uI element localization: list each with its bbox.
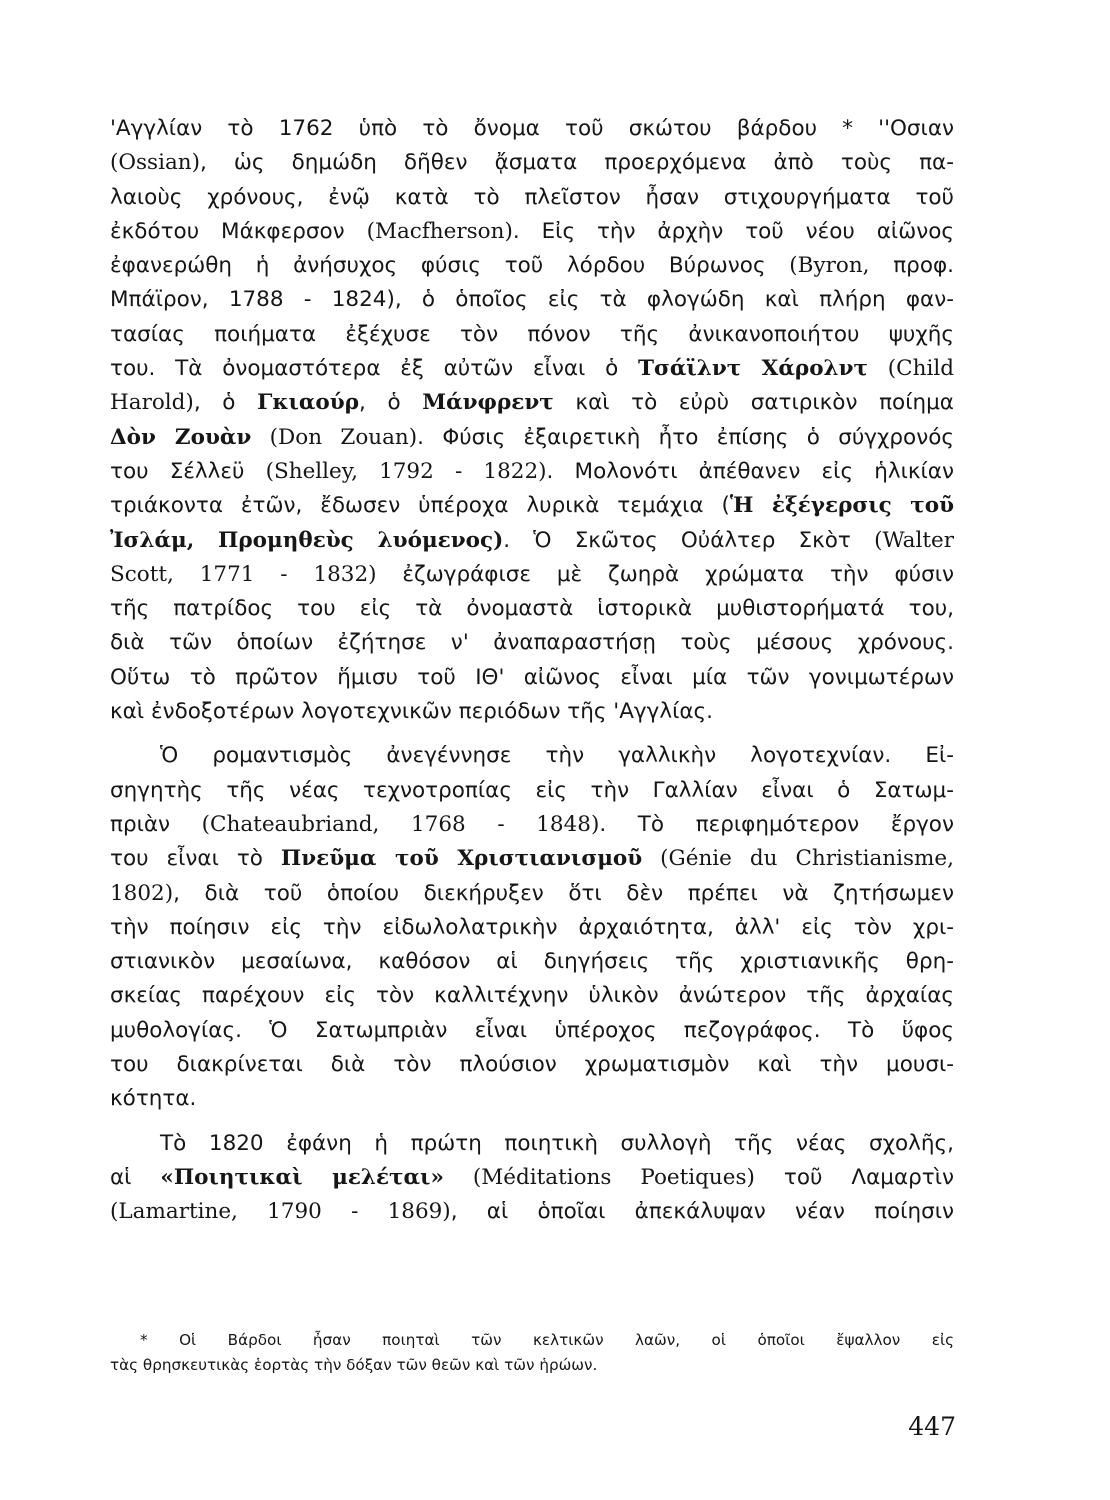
- page-number: 447: [908, 1412, 956, 1441]
- text-line: σηγητὴς τῆς νέας τεχνοτροπίας εἰς τὴν Γαλλίαν εἶναι ὁ Σατωμ-: [110, 777, 954, 803]
- text-line: 'Αγγλίαν τὸ 1762 ὑπὸ τὸ ὄνομα τοῦ σκώτου βάρδου * ''Οσιαν: [110, 116, 954, 141]
- text-line: τὴν ποίησιν εἰς τὴν εἰδωλολατρικὴν ἀρχαιότητα, ἀλλ' εἰς τὸν χρι-: [110, 914, 954, 940]
- text-line: (Lamartine, 1790 - 1869), αἱ ὁποῖαι ἀπεκάλυψαν νέαν ποίησιν: [110, 1199, 954, 1225]
- text-line: Scott, 1771 - 1832) ἐζωγράφισε μὲ ζωηρὰ χρώματα τὴν φύσιν: [110, 561, 954, 587]
- text-line: ἐκδότου Μάκφερσον (Macfherson). Εἰς τὴν ἀρχὴν τοῦ νέου αἰῶνος: [110, 218, 954, 244]
- text-line: σκείας παρέχουν εἰς τὸν καλλιτέχνην ὑλικὸν ἀνώτερον τῆς ἀρχαίας: [110, 983, 954, 1009]
- text-line: Οὕτω τὸ πρῶτον ἥμισυ τοῦ ΙΘ' αἰῶνος εἶναι μία τῶν γονιμωτέρων: [110, 664, 954, 690]
- text-line: Τὸ 1820 ἐφάνη ἡ πρώτη ποιητικὴ συλλογὴ τῆς νέας σχολῆς,: [160, 1130, 954, 1156]
- text-line: τριάκοντα ἐτῶν, ἔδωσεν ὑπέροχα λυρικὰ τεμάχια (Ἡ ἐξέγερσις τοῦ: [110, 493, 954, 519]
- paragraph-lamartine: [110, 1127, 954, 1230]
- text-line: πριὰν (Chateaubriand, 1768 - 1848). Τὸ περιφημότερον ἔργον: [110, 811, 954, 837]
- text-line: Ὁ ρομαντισμὸς ἀνεγέννησε τὴν γαλλικὴν λογοτεχνίαν. Εἰ-: [160, 743, 954, 769]
- text-line: τασίας ποιήματα ἐξέχυσε τὸν πόνον τῆς ἀνικανοποιήτου ψυχῆς: [110, 321, 954, 347]
- paragraph-byron-era: [110, 112, 954, 729]
- text-line: μυθολογίας. Ὁ Σατωμπριὰν εἶναι ὑπέροχος πεζογράφος. Τὸ ὕφος: [110, 1017, 954, 1043]
- text-line: του εἶναι τὸ Πνεῦμα τοῦ Χριστιανισμοῦ (Génie du Christianisme,: [110, 846, 954, 872]
- text-line: Harold), ὁ Γκιαούρ, ὁ Μάνφρεντ καὶ τὸ εὐρὺ σατιρικὸν ποίημα: [110, 390, 954, 416]
- footnote-line: * Οἱ Βάρδοι ἦσαν ποιηταὶ τῶν κελτικῶν λαῶν, οἱ ὁποῖοι ἔψαλλον εἰς: [140, 1331, 954, 1349]
- text-line: Δὸν Ζουὰν (Don Zouan). Φύσις ἐξαιρετικὴ ἦτο ἐπίσης ὁ σύγχρονός: [110, 424, 954, 450]
- text-line: στιανικὸν μεσαίωνα, καθόσον αἱ διηγήσεις τῆς χριστιανικῆς θρη-: [110, 949, 954, 975]
- text-line: διὰ τῶν ὁποίων ἐζήτησε ν' ἀναπαραστήσῃ τοὺς μέσους χρόνους.: [110, 630, 954, 656]
- main-text: [110, 112, 954, 1240]
- text-line: κότητα.: [110, 1086, 197, 1112]
- footnote-line: τὰς θρησκευτικὰς ἑορτὰς τὴν δόξαν τῶν θεῶν καὶ τῶν ἡρώων.: [110, 1356, 598, 1374]
- text-line: αἱ «Ποιητικαὶ μελέται» (Méditations Poetiques) τοῦ Λαμαρτὶν: [110, 1164, 954, 1190]
- text-line: καὶ ἐνδοξοτέρων λογοτεχνικῶν περιόδων τῆς 'Αγγλίας.: [110, 699, 713, 725]
- text-line: του διακρίνεται διὰ τὸν πλούσιον χρωματισμὸν καὶ τὴν μουσι-: [110, 1052, 954, 1078]
- text-line: ἐφανερώθη ἡ ἀνήσυχος φύσις τοῦ λόρδου Βύρωνος (Byron, προφ.: [110, 253, 954, 279]
- paragraph-chateaubriand: [110, 739, 954, 1116]
- text-line: Μπάϊρον, 1788 - 1824), ὁ ὁποῖος εἰς τὰ φλογώδη καὶ πλήρη φαν-: [110, 287, 954, 313]
- text-line: (Ossian), ὡς δημώδη δῆθεν ᾄσματα προερχόμενα ἀπὸ τοὺς πα-: [110, 150, 954, 176]
- text-line: λαιοὺς χρόνους, ἐνῷ κατὰ τὸ πλεῖστον ἦσαν στιχουργήματα τοῦ: [110, 184, 954, 210]
- text-line: του Σέλλεϋ (Shelley, 1792 - 1822). Μολονότι ἀπέθανεν εἰς ἡλικίαν: [110, 458, 954, 484]
- text-line: 1802), διὰ τοῦ ὁποίου διεκήρυξεν ὅτι δὲν πρέπει νὰ ζητήσωμεν: [110, 880, 954, 906]
- text-line: τῆς πατρίδος του εἰς τὰ ὀνομαστὰ ἱστορικὰ μυθιστορήματά του,: [110, 596, 954, 622]
- text-line: Ἰσλάμ, Προμηθεὺς λυόμενος). Ὁ Σκῶτος Οὐάλτερ Σκὸτ (Walter: [110, 527, 955, 553]
- text-line: του. Τὰ ὀνομαστότερα ἐξ αὐτῶν εἶναι ὁ Τσάϊλντ Χάρολντ (Child: [110, 356, 954, 382]
- footnote: [110, 1328, 954, 1378]
